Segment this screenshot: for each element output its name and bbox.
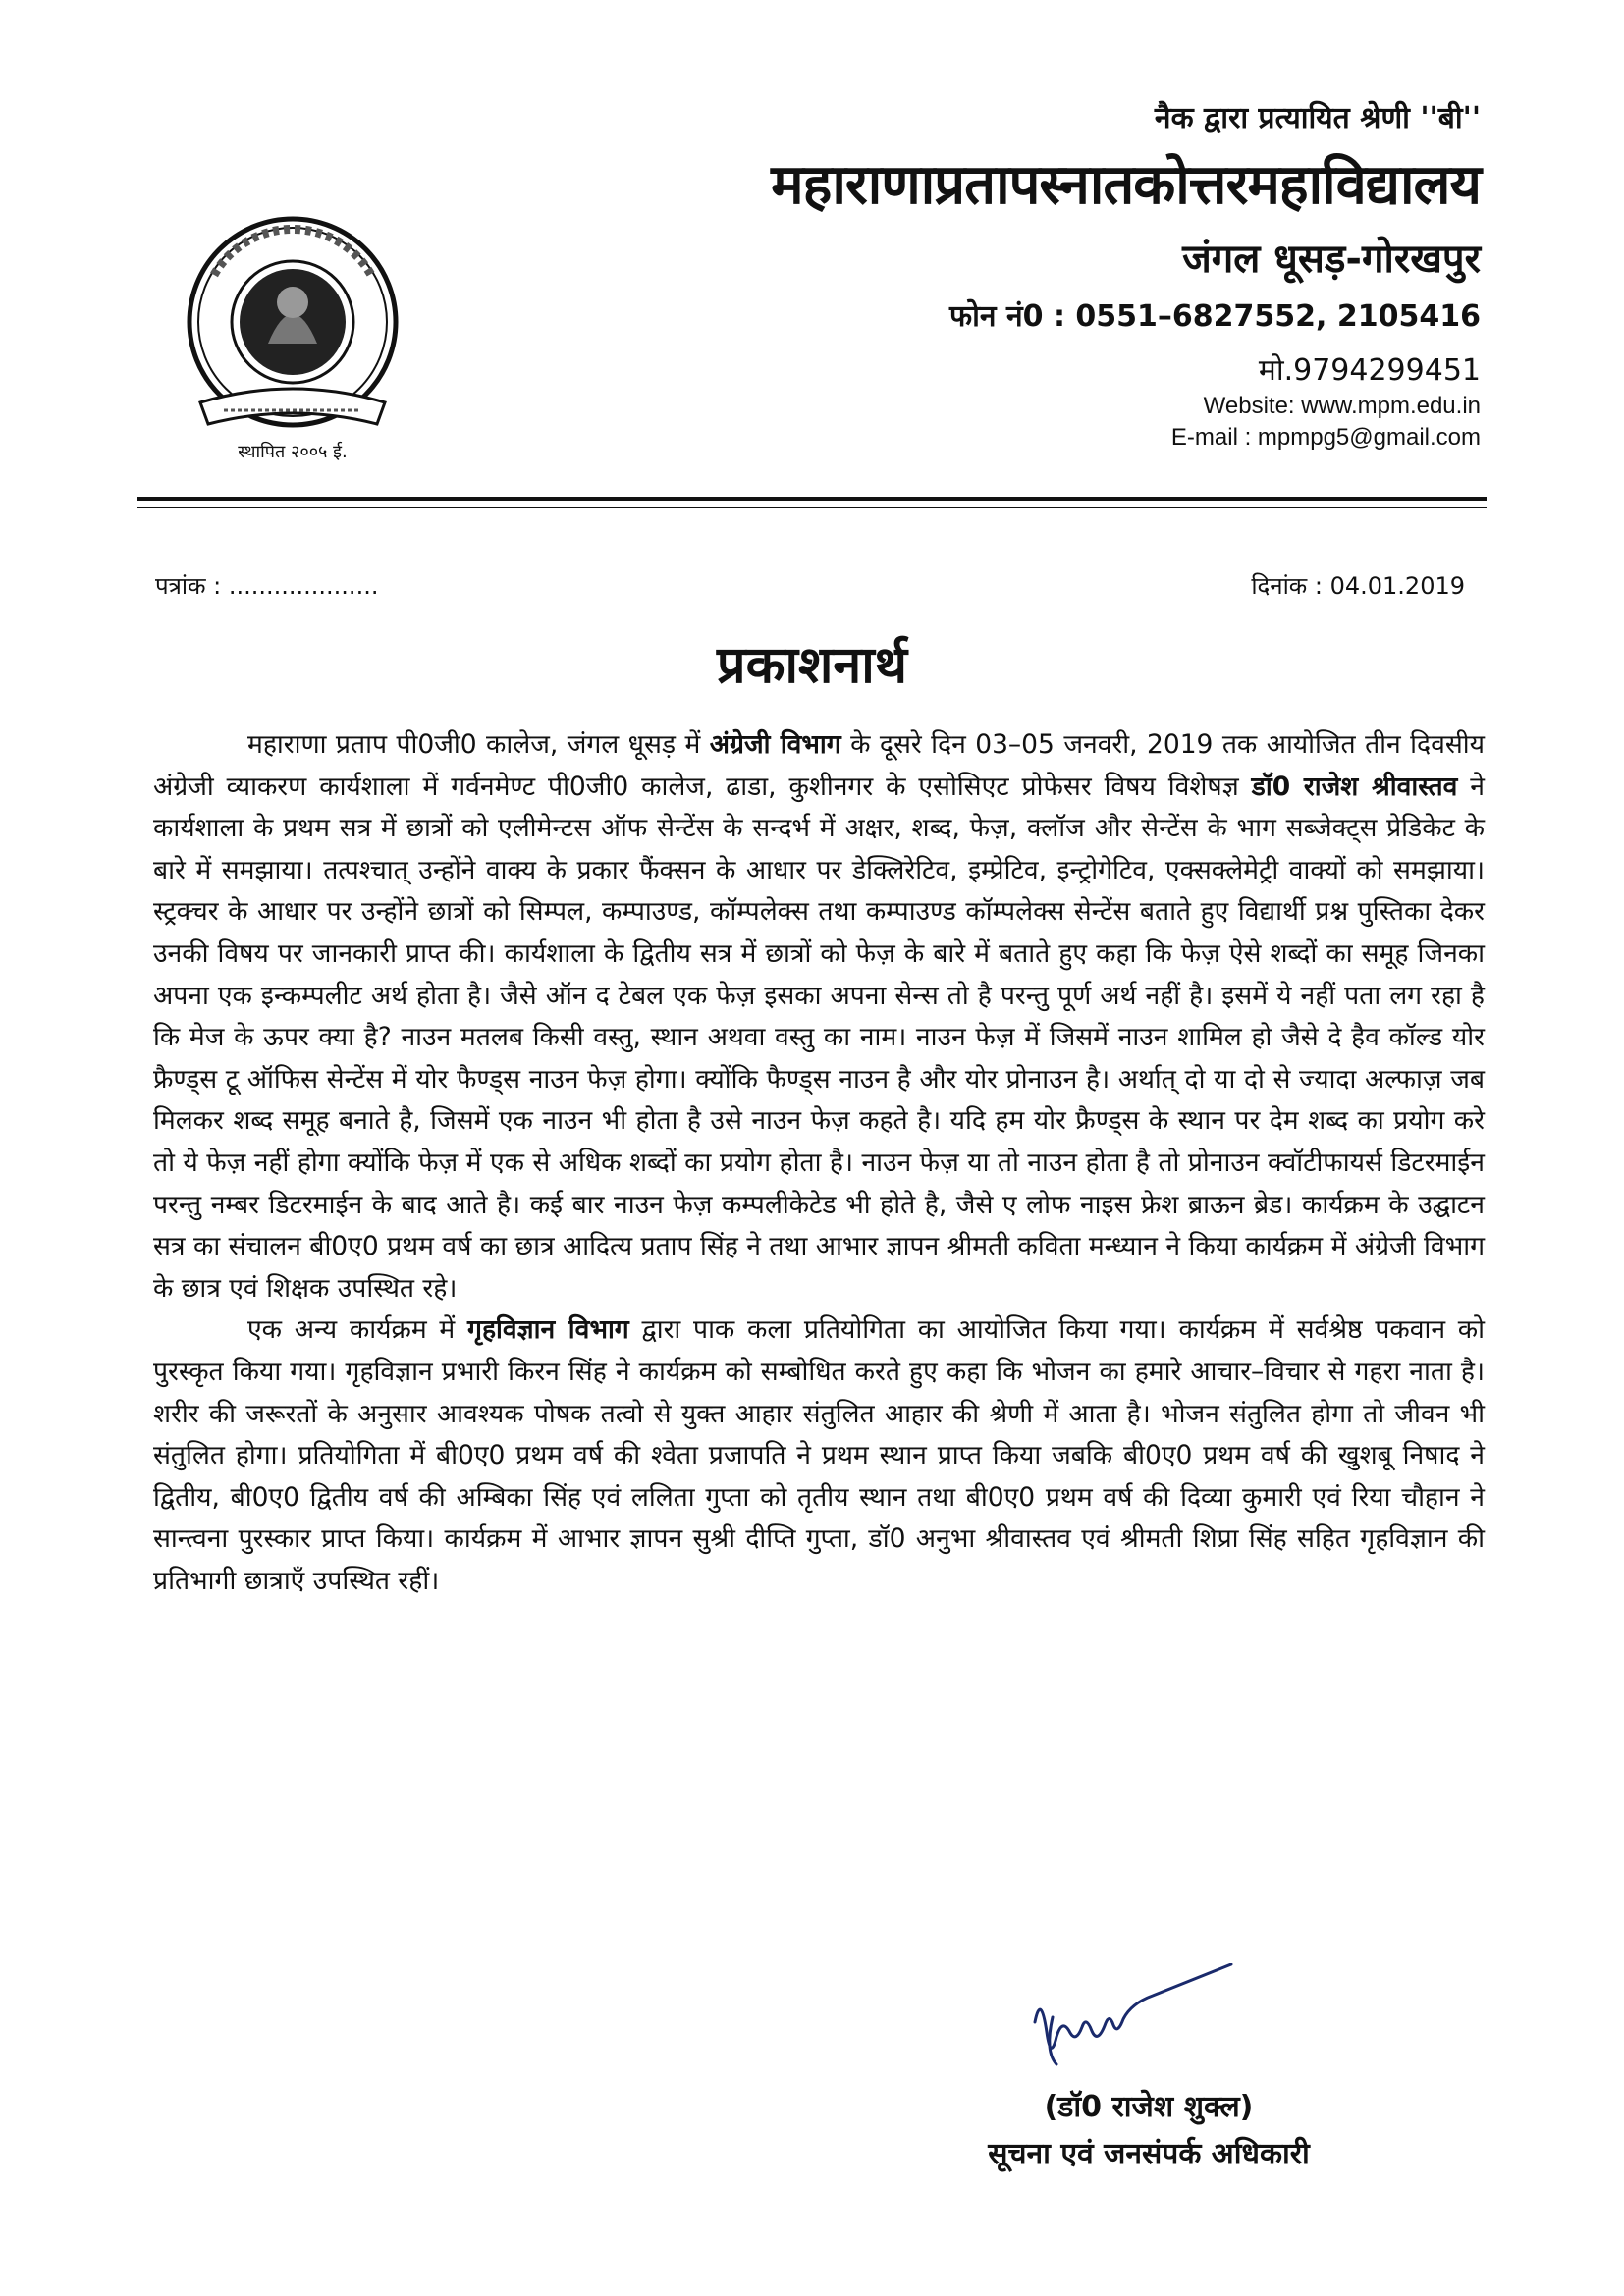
college-name: महाराणाप्रतापस्नातकोत्तरमहाविद्यालय: [771, 153, 1481, 217]
college-location: जंगल धूसड़-गोरखपुर: [1182, 237, 1481, 282]
phone-number: फोन नं0 : 0551–6827552, 2105416: [949, 299, 1481, 334]
letter-date: दिनांक : 04.01.2019: [1251, 572, 1465, 600]
handwritten-signature-icon: [1013, 1963, 1249, 2071]
seal-caption: स्थापित २००५ ई.: [238, 442, 348, 462]
header-divider-thick: [137, 497, 1487, 501]
home-science-department-label: गृहविज्ञान विभाग: [467, 1314, 629, 1346]
reference-number: पत्रांक : ....................: [155, 572, 379, 600]
english-department-label: अंग्रेजी विभाग: [709, 729, 841, 760]
paragraph-home-science-department: एक अन्य कार्यक्रम में गृहविज्ञान विभाग द्वारा पाक कला प्रतियोगिता का आयोजित किया गया। कार्यक्रम में सर्वश्रेष्ठ पकवान को पुरस्कृत किया गया। गृहविज्ञान प्रभारी किरन सिंह ने कार्यक्रम को सम्बोधित करते हुए कहा कि भोजन का हमारे आचार–विचार से गहरा नाता है। शरीर की जरूरतों के अनुसार आवश्यक पोषक तत्वो से युक्त आहार संतुलित आहार की श्रेणी में आता है। भोजन संतुलित होगा तो जीवन भी संतुलित होगा। प्रतियोगिता में बी0ए0 प्रथम वर्ष की श्वेता प्रजापति ने प्रथम स्थान प्राप्त किया जबकि बी0ए0 प्रथम वर्ष की खुशबू निषाद ने द्वितीय, बी0ए0 द्वितीय वर्ष की अम्बिका सिंह एवं ललिता गुप्ता को तृतीय स्थान तथा बी0ए0 प्रथम वर्ष की दिव्या कुमारी एवं रिया चौहान ने सान्त्वना पुरस्कार प्राप्त किया। कार्यक्रम में आभार ज्ञापन सुश्री दीप्ति गुप्ता, डॉ0 अनुभा श्रीवास्तव एवं श्रीमती शिप्रा सिंह सहित गृहविज्ञान की प्रतिभागी छात्राएँ उपस्थित रहीं।: [153, 1314, 1485, 1596]
letterhead: [0, 0, 1624, 510]
website-link[interactable]: Website: www.mpm.edu.in: [1203, 393, 1481, 419]
email-link[interactable]: E-mail : mpmpg5@gmail.com: [1170, 424, 1481, 451]
mobile-number: मो.9794299451: [1258, 353, 1481, 388]
signatory-designation: सूचना एवं जनसंपर्क अधिकारी: [988, 2137, 1310, 2171]
press-release-body: [153, 724, 1485, 1602]
accreditation-text: नैक द्वारा प्रत्यायित श्रेणी ''बी'': [1154, 101, 1481, 135]
document-heading: प्रकाशनार्थ: [717, 636, 907, 695]
expert-name: डॉ0 राजेश श्रीवास्तव: [1251, 771, 1458, 802]
header-divider-thin: [137, 507, 1487, 508]
paragraph-english-department: महाराणा प्रताप पी0जी0 कालेज, जंगल धूसड़ में अंग्रेजी विभाग के दूसरे दिन 03–05 जनवरी, 2019 तक आयोजित तीन दिवसीय अंग्रेजी व्याकरण कार्यशाला में गर्वनमेण्ट पी0जी0 कालेज, ढाडा, कुशीनगर के एसोसिएट प्रोफेसर विषय विशेषज्ञ डॉ0 राजेश श्रीवास्तव ने कार्यशाला के प्रथम सत्र में छात्रों को एलीमेन्टस ऑफ सेन्टेंस के सन्दर्भ में अक्षर, शब्द, फेज़, क्लॉज और सेन्टेंस के भाग सब्जेक्ट्स प्रेडिकेट के बारे में समझाया। तत्पश्चात् उन्होंने वाक्य के प्रकार फैंक्सन के आधार पर डेक्लिरेटिव, इम्प्रेटिव, इन्ट्रोगेटिव, एक्सक्लेमेट्री वाक्यों को समझाया। स्ट्रक्चर के आधार पर उन्होंने छात्रों को सिम्पल, कम्पाउण्ड, कॉम्पलेक्स तथा कम्पाउण्ड कॉम्पलेक्स सेन्टेंस बताते हुए विद्यार्थी प्रश्न पुस्तिका देकर उनकी विषय पर जानकारी प्राप्त की। कार्यशाला के द्वितीय सत्र में छात्रों को फेज़ के बारे में बताते हुए कहा कि फेज़ ऐसे शब्दों का समूह जिनका अपना एक इन्कम्पलीट अर्थ होता है। जैसे ऑन द टेबल एक फेज़ इसका अपना सेन्स तो है परन्तु पूर्ण अर्थ नहीं है। इसमें ये नहीं पता लग रहा है कि मेज के ऊपर क्या है? नाउन मतलब किसी वस्तु, स्थान अथवा वस्तु का नाम। नाउन फेज़ में जिसमें नाउन शामिल हो जैसे दे हैव कॉल्ड योर फ्रैण्ड्स टू ऑफिस सेन्टेंस में योर फैण्ड्स नाउन फेज़ होगा। क्योंकि फैण्ड्स नाउन है और योर प्रोनाउन है। अर्थात् दो या दो से ज्यादा अल्फाज़ जब मिलकर शब्द समूह बनाते है, जिसमें एक नाउन भी होता है उसे नाउन फेज़ कहते है। यदि हम योर फ्रैण्ड्स के स्थान पर देम शब्द का प्रयोग करे तो ये फेज़ नहीं होगा क्योंकि फेज़ में एक से अधिक शब्दों का प्रयोग होता है। नाउन फेज़ या तो नाउन होता है तो प्रोनाउन क्वॉटीफायर्स डिटरमाईन परन्तु नम्बर डिटरमाईन के बाद आते है। कई बार नाउन फेज़ कम्पलीकेटेड भी होते है, जैसे ए लोफ नाइस फ्रेश ब्राऊन ब्रेड। कार्यक्रम के उद्घाटन सत्र का संचालन बी0ए0 प्रथम वर्ष का छात्र आदित्य प्रताप सिंह ने तथा आभार ज्ञापन श्रीमती कविता मन्ध्यान ने किया कार्यक्रम में अंग्रेजी विभाग के छात्र एवं शिक्षक उपस्थित रहे।: [153, 729, 1485, 1304]
college-seal-icon: [175, 206, 410, 452]
signatory-name: (डॉ0 राजेश शुक्ल): [1044, 2090, 1254, 2124]
